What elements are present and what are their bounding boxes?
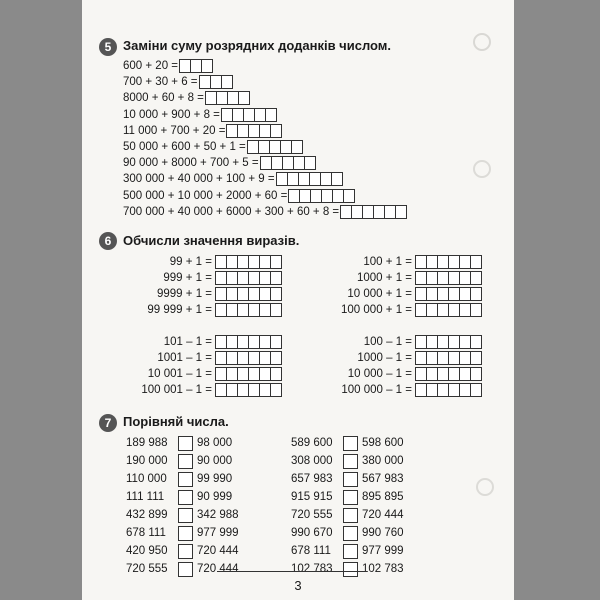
comparison-row [126, 525, 239, 541]
answer-boxes[interactable] [206, 91, 250, 105]
expression-row [302, 335, 482, 349]
comparison-row [291, 507, 404, 523]
answer-boxes[interactable] [416, 383, 482, 397]
equation-row [123, 156, 316, 170]
equation-row [123, 172, 343, 186]
answer-boxes[interactable] [416, 287, 482, 301]
expression-row [302, 383, 482, 397]
comparison-row [291, 525, 404, 541]
digit-box[interactable] [470, 335, 482, 349]
expression-row [102, 335, 282, 349]
bleed-through-mark [473, 160, 491, 178]
expression-row [102, 351, 282, 365]
answer-boxes[interactable] [416, 255, 482, 269]
expression-text: 10 000 – 1 = [347, 368, 412, 380]
comparison-row [291, 543, 404, 559]
footer-rule [217, 571, 367, 572]
expression-group [302, 255, 482, 319]
equation-row [123, 140, 303, 154]
exercise-title: Обчисли значення виразів. [123, 233, 300, 248]
expression-row [302, 271, 482, 285]
expression-text: 100 000 – 1 = [341, 384, 412, 396]
answer-boxes[interactable] [216, 335, 282, 349]
equation-row [123, 189, 355, 203]
digit-box[interactable] [221, 75, 233, 89]
digit-box[interactable] [270, 367, 282, 381]
equation-text: 8000 + 60 + 8 = [123, 92, 204, 105]
left-number: 110 000 [126, 473, 167, 485]
right-number: 90 000 [197, 455, 233, 467]
expression-text: 100 + 1 = [363, 256, 412, 268]
right-number: 598 600 [362, 437, 404, 449]
comparison-sign-box[interactable] [178, 562, 193, 577]
comparison-row [291, 453, 404, 469]
digit-box[interactable] [343, 189, 355, 203]
answer-boxes[interactable] [227, 124, 282, 138]
expression-text: 100 001 – 1 = [141, 384, 212, 396]
comparison-row [126, 507, 239, 523]
answer-boxes[interactable] [289, 189, 355, 203]
expression-row [102, 303, 282, 317]
expression-row [102, 383, 282, 397]
left-number: 308 000 [291, 455, 333, 467]
digit-box[interactable] [270, 255, 282, 269]
comparison-column-left [126, 435, 239, 579]
comparison-row [291, 489, 404, 505]
expression-row [102, 367, 282, 381]
equation-text: 500 000 + 10 000 + 2000 + 60 = [123, 189, 288, 202]
digit-box[interactable] [470, 287, 482, 301]
expression-row [302, 287, 482, 301]
equation-text: 600 + 20 = [123, 60, 178, 72]
comparison-sign-box[interactable] [343, 490, 358, 505]
answer-boxes[interactable] [416, 335, 482, 349]
right-number: 720 444 [197, 563, 239, 575]
digit-box[interactable] [470, 367, 482, 381]
answer-boxes[interactable] [416, 367, 482, 381]
answer-boxes[interactable] [216, 351, 282, 365]
right-number: 720 444 [362, 509, 404, 521]
digit-box[interactable] [291, 140, 303, 154]
comparison-row [126, 435, 239, 451]
equation-row [123, 205, 407, 219]
digit-box[interactable] [270, 124, 282, 138]
left-number: 915 915 [291, 491, 333, 503]
digit-box[interactable] [470, 255, 482, 269]
expression-group [302, 335, 482, 399]
right-number: 102 783 [362, 563, 404, 575]
right-number: 977 999 [197, 527, 239, 539]
comparison-sign-box[interactable] [178, 544, 193, 559]
expression-text: 99 + 1 = [169, 256, 212, 268]
exercise-number: 5 [99, 38, 117, 56]
comparison-row [126, 489, 239, 505]
comparison-row [291, 471, 404, 487]
left-number: 102 783 [291, 563, 333, 575]
comparison-sign-box[interactable] [343, 526, 358, 541]
exercise-number: 7 [99, 414, 117, 432]
digit-box[interactable] [270, 303, 282, 317]
left-number: 189 988 [126, 437, 168, 449]
expression-text: 1000 + 1 = [357, 272, 412, 284]
answer-boxes[interactable] [416, 351, 482, 365]
expression-text: 10 000 + 1 = [347, 288, 412, 300]
comparison-row [291, 435, 404, 451]
digit-box[interactable] [304, 156, 316, 170]
right-number: 342 988 [197, 509, 239, 521]
answer-boxes[interactable] [200, 75, 233, 89]
comparison-sign-box[interactable] [343, 508, 358, 523]
right-number: 895 895 [362, 491, 404, 503]
expression-text: 1000 – 1 = [357, 352, 412, 364]
comparison-sign-box[interactable] [178, 508, 193, 523]
expression-text: 999 + 1 = [163, 272, 212, 284]
expression-group [102, 255, 282, 319]
digit-box[interactable] [270, 351, 282, 365]
comparison-sign-box[interactable] [178, 526, 193, 541]
digit-box[interactable] [270, 287, 282, 301]
expression-text: 100 000 + 1 = [341, 304, 412, 316]
comparison-row [126, 543, 239, 559]
left-number: 589 600 [291, 437, 333, 449]
expression-text: 101 – 1 = [163, 336, 212, 348]
equation-row [123, 91, 250, 105]
digit-box[interactable] [470, 271, 482, 285]
answer-boxes[interactable] [261, 156, 316, 170]
left-number: 720 555 [126, 563, 168, 575]
expression-row [102, 271, 282, 285]
answer-boxes[interactable] [216, 271, 282, 285]
exercise-title: Заміни суму розрядних доданків числом. [123, 38, 392, 53]
right-number: 99 990 [197, 473, 233, 485]
comparison-sign-box[interactable] [343, 454, 358, 469]
right-number: 98 000 [197, 437, 233, 449]
digit-box[interactable] [270, 383, 282, 397]
equation-row [123, 124, 282, 138]
answer-boxes[interactable] [216, 287, 282, 301]
equation-row [123, 75, 233, 89]
answer-boxes[interactable] [216, 367, 282, 381]
answer-boxes[interactable] [248, 140, 303, 154]
left-number: 432 899 [126, 509, 168, 521]
comparison-sign-box[interactable] [343, 436, 358, 451]
left-number: 190 000 [126, 455, 168, 467]
answer-boxes[interactable] [180, 59, 213, 73]
right-number: 990 760 [362, 527, 404, 539]
expression-text: 1001 – 1 = [157, 352, 212, 364]
expression-row [302, 255, 482, 269]
comparison-row [126, 453, 239, 469]
comparison-sign-box[interactable] [343, 562, 358, 577]
worksheet-page [82, 0, 514, 600]
page-number: 3 [294, 578, 302, 593]
comparison-row [126, 471, 239, 487]
left-number: 657 983 [291, 473, 333, 485]
equation-row [123, 108, 277, 122]
left-number: 678 111 [126, 527, 166, 539]
answer-boxes[interactable] [222, 108, 277, 122]
digit-box[interactable] [470, 351, 482, 365]
comparison-sign-box[interactable] [343, 472, 358, 487]
answer-boxes[interactable] [416, 271, 482, 285]
answer-boxes[interactable] [216, 383, 282, 397]
comparison-sign-box[interactable] [178, 490, 193, 505]
expression-row [302, 367, 482, 381]
left-number: 720 555 [291, 509, 333, 521]
left-number: 990 670 [291, 527, 333, 539]
exercise-title: Порівняй числа. [123, 414, 229, 429]
bleed-through-mark [473, 33, 491, 51]
comparison-sign-box[interactable] [178, 472, 193, 487]
expression-row [302, 351, 482, 365]
expression-text: 100 – 1 = [363, 336, 412, 348]
equation-text: 300 000 + 40 000 + 100 + 9 = [123, 173, 275, 186]
equation-text: 10 000 + 900 + 8 = [123, 108, 220, 121]
equation-text: 700 + 30 + 6 = [123, 76, 198, 89]
equation-text: 11 000 + 700 + 20 = [123, 124, 226, 137]
comparison-sign-box[interactable] [178, 454, 193, 469]
answer-boxes[interactable] [216, 255, 282, 269]
expression-row [102, 255, 282, 269]
equation-text: 50 000 + 600 + 50 + 1 = [123, 141, 246, 153]
right-number: 90 999 [197, 491, 233, 503]
digit-box[interactable] [470, 383, 482, 397]
digit-box[interactable] [265, 108, 277, 122]
expression-text: 9999 + 1 = [157, 288, 212, 300]
right-number: 380 000 [362, 455, 404, 467]
expression-text: 99 999 + 1 = [147, 304, 212, 316]
digit-box[interactable] [238, 91, 250, 105]
digit-box[interactable] [331, 172, 343, 186]
right-number: 720 444 [197, 545, 239, 557]
comparison-sign-box[interactable] [178, 436, 193, 451]
bleed-through-mark [476, 478, 494, 496]
left-number: 111 111 [126, 491, 165, 503]
answer-boxes[interactable] [341, 205, 407, 219]
digit-box[interactable] [270, 271, 282, 285]
equation-text: 700 000 + 40 000 + 6000 + 300 + 60 + 8 = [123, 205, 340, 218]
answer-boxes[interactable] [277, 172, 343, 186]
equation-text: 90 000 + 8000 + 700 + 5 = [123, 157, 259, 170]
expression-text: 10 001 – 1 = [147, 368, 212, 380]
right-number: 977 999 [362, 545, 404, 557]
left-number: 678 111 [291, 545, 331, 557]
digit-box[interactable] [470, 303, 482, 317]
digit-box[interactable] [270, 335, 282, 349]
answer-boxes[interactable] [416, 303, 482, 317]
left-number: 420 950 [126, 545, 168, 557]
answer-boxes[interactable] [216, 303, 282, 317]
digit-box[interactable] [201, 59, 213, 73]
expression-row [302, 303, 482, 317]
comparison-row [291, 561, 404, 577]
expression-row [102, 287, 282, 301]
expression-group [102, 335, 282, 399]
equation-row [123, 59, 213, 73]
digit-box[interactable] [395, 205, 407, 219]
exercise-number: 6 [99, 232, 117, 250]
comparison-sign-box[interactable] [343, 544, 358, 559]
comparison-column-right [291, 435, 404, 579]
comparison-row [126, 561, 239, 577]
right-number: 567 983 [362, 473, 404, 485]
